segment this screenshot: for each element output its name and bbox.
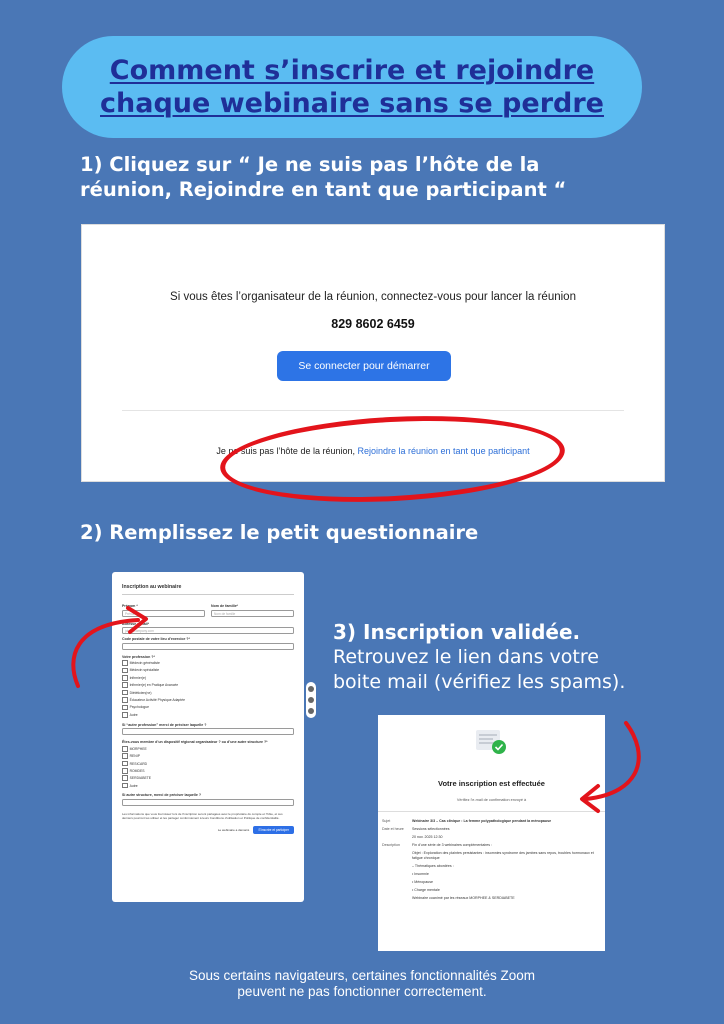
other-profession-field[interactable] <box>122 728 294 735</box>
table-row: • Ménopause <box>412 879 434 884</box>
profession-option[interactable]: Autre <box>122 712 294 718</box>
join-as-participant-link[interactable]: Rejoindre la réunion en tant que participant <box>357 446 530 456</box>
table-row <box>380 833 600 841</box>
legal-text: Les informations que vous fournissez lors de l’inscription seront partagées avec le propriétaire du compte et l’hôte, et ces derniers pourront les utiliser et les partager conformément à leurs Conditions d’utilisation et Politique de confidentialité. <box>122 811 283 820</box>
red-arrow-icon <box>60 598 170 698</box>
table-row: • Insomnie <box>412 871 429 876</box>
reminder-text: Le webinaire a démarré <box>217 827 250 832</box>
profession-option[interactable]: Psychologue <box>122 705 294 711</box>
other-profession-label: Si “autre profession” merci de préciser laquelle ? <box>122 722 207 727</box>
subject-value: Webinaire 3/3 – Cas clinique : La femme polypathologique pendant la ménopause <box>412 818 552 823</box>
network-option[interactable]: SERDIABETE <box>122 775 294 781</box>
profession-option[interactable]: Infirmier(e) en Pratique Avancée <box>122 682 294 688</box>
email-label: Adresse e-mail* <box>122 621 149 626</box>
table-row: Webinaire coanimé par les réseaux MORPHEE & SERDIABETE <box>412 895 515 900</box>
network-option[interactable]: RENIP <box>122 753 294 759</box>
postal-code-label: Code postale de votre lieu d’exercice ?* <box>122 637 190 641</box>
date-value: 20 nov. 2025 12:30 <box>412 834 443 839</box>
table-row: – Thématiques abordées : <box>412 863 454 868</box>
link-icon[interactable] <box>308 697 314 703</box>
meeting-id: 829 8602 6459 <box>331 317 415 331</box>
footer-note <box>0 968 724 1000</box>
red-arrow-icon <box>560 715 660 815</box>
event-details-table <box>380 817 600 902</box>
page-title <box>100 54 604 120</box>
network-label: Êtes-vous membre d’un dispositif régional organisateur ? ou d’une autre structure ?* <box>122 740 268 745</box>
title-line-2: chaque webinaire sans se perdre <box>100 88 604 119</box>
other-structure-field[interactable] <box>122 799 294 806</box>
step-3-line-2: boite mail (vérifiez les spams). <box>333 671 626 693</box>
other-structure-label: Si autre structure, merci de préciser laquelle ? <box>122 793 202 798</box>
profession-option[interactable]: Médecin généraliste <box>122 660 294 666</box>
step-3-block <box>333 620 625 695</box>
divider <box>122 410 624 411</box>
not-host-text: Je ne suis pas l’hôte de la réunion, <box>216 446 358 456</box>
register-button[interactable]: S’inscrire et participer <box>253 826 294 834</box>
confirmation-title: Votre inscription est effectuée <box>438 779 545 788</box>
first-name-label: Prénom * <box>122 604 138 608</box>
network-option[interactable]: RESICARD <box>122 761 294 767</box>
email-field[interactable]: john@company.com <box>122 627 294 634</box>
form-title: Inscription au webinaire <box>122 584 182 590</box>
profession-option[interactable]: Diététicien(ne) <box>122 690 294 696</box>
table-row: Description Fin d’une série de 3 webinaires complémentaires : <box>382 842 493 847</box>
table-row: • Charge mentale <box>412 887 440 892</box>
profession-option[interactable]: Éducateur Activité Physique Adaptée <box>122 697 294 703</box>
confirmation-check-icon <box>474 727 510 757</box>
share-icon[interactable] <box>308 686 314 692</box>
table-row: Sujet Webinaire 3/3 – Cas clinique : La femme polypathologique pendant la ménopause <box>382 818 552 823</box>
step-3-heading: 3) Inscription validée. <box>333 620 581 644</box>
network-option[interactable]: Autre <box>122 783 294 789</box>
step-1-line-2: réunion, Rejoindre en tant que participant “ <box>80 178 567 201</box>
last-name-label: Nom de famille* <box>211 604 238 608</box>
expand-icon[interactable] <box>308 708 314 714</box>
profession-option[interactable]: Médecin spécialiste <box>122 668 294 674</box>
profession-option[interactable]: Infirmier(e) <box>122 675 294 681</box>
table-row: Date et heure Sessions sélectionnées <box>382 826 450 831</box>
step-3-line-1: Retrouvez le lien dans votre <box>333 646 599 668</box>
confirmation-subtitle: Vérifiez l’e-mail de confirmation envoyé à <box>456 798 527 802</box>
divider <box>122 594 294 595</box>
title-line-1: Comment s’inscrire et rejoindre <box>109 55 595 86</box>
connect-button[interactable]: Se connecter pour démarrer <box>277 351 451 381</box>
footer-line-2: peuvent ne pas fonctionner correctement. <box>237 984 487 999</box>
table-row: Objet : Exploration des plaintes persistantes : insomnies syndrome des jambes sans repos, troubles hormonaux et fatigue chronique <box>412 850 594 860</box>
network-option[interactable]: MORPHEE <box>122 746 294 752</box>
step-1-line-1: 1) Cliquez sur “ Je ne suis pas l’hôte de la <box>80 153 540 176</box>
last-name-field[interactable]: Nom de famille <box>211 610 294 617</box>
side-toolbar <box>306 682 316 718</box>
organizer-info-text: Si vous êtes l’organisateur de la réunion, connectez-vous pour lancer la réunion <box>170 291 576 303</box>
profession-label: Votre profession ?* <box>122 654 155 659</box>
network-option[interactable]: ROMDES <box>122 768 294 774</box>
step-1-heading <box>80 152 640 202</box>
step-2-heading: 2) Remplissez le petit questionnaire <box>80 521 479 544</box>
footer-line-1: Sous certains navigateurs, certaines fonctionnalités Zoom <box>189 968 535 983</box>
title-banner <box>62 36 642 138</box>
first-name-field[interactable]: Prénom <box>122 610 205 617</box>
